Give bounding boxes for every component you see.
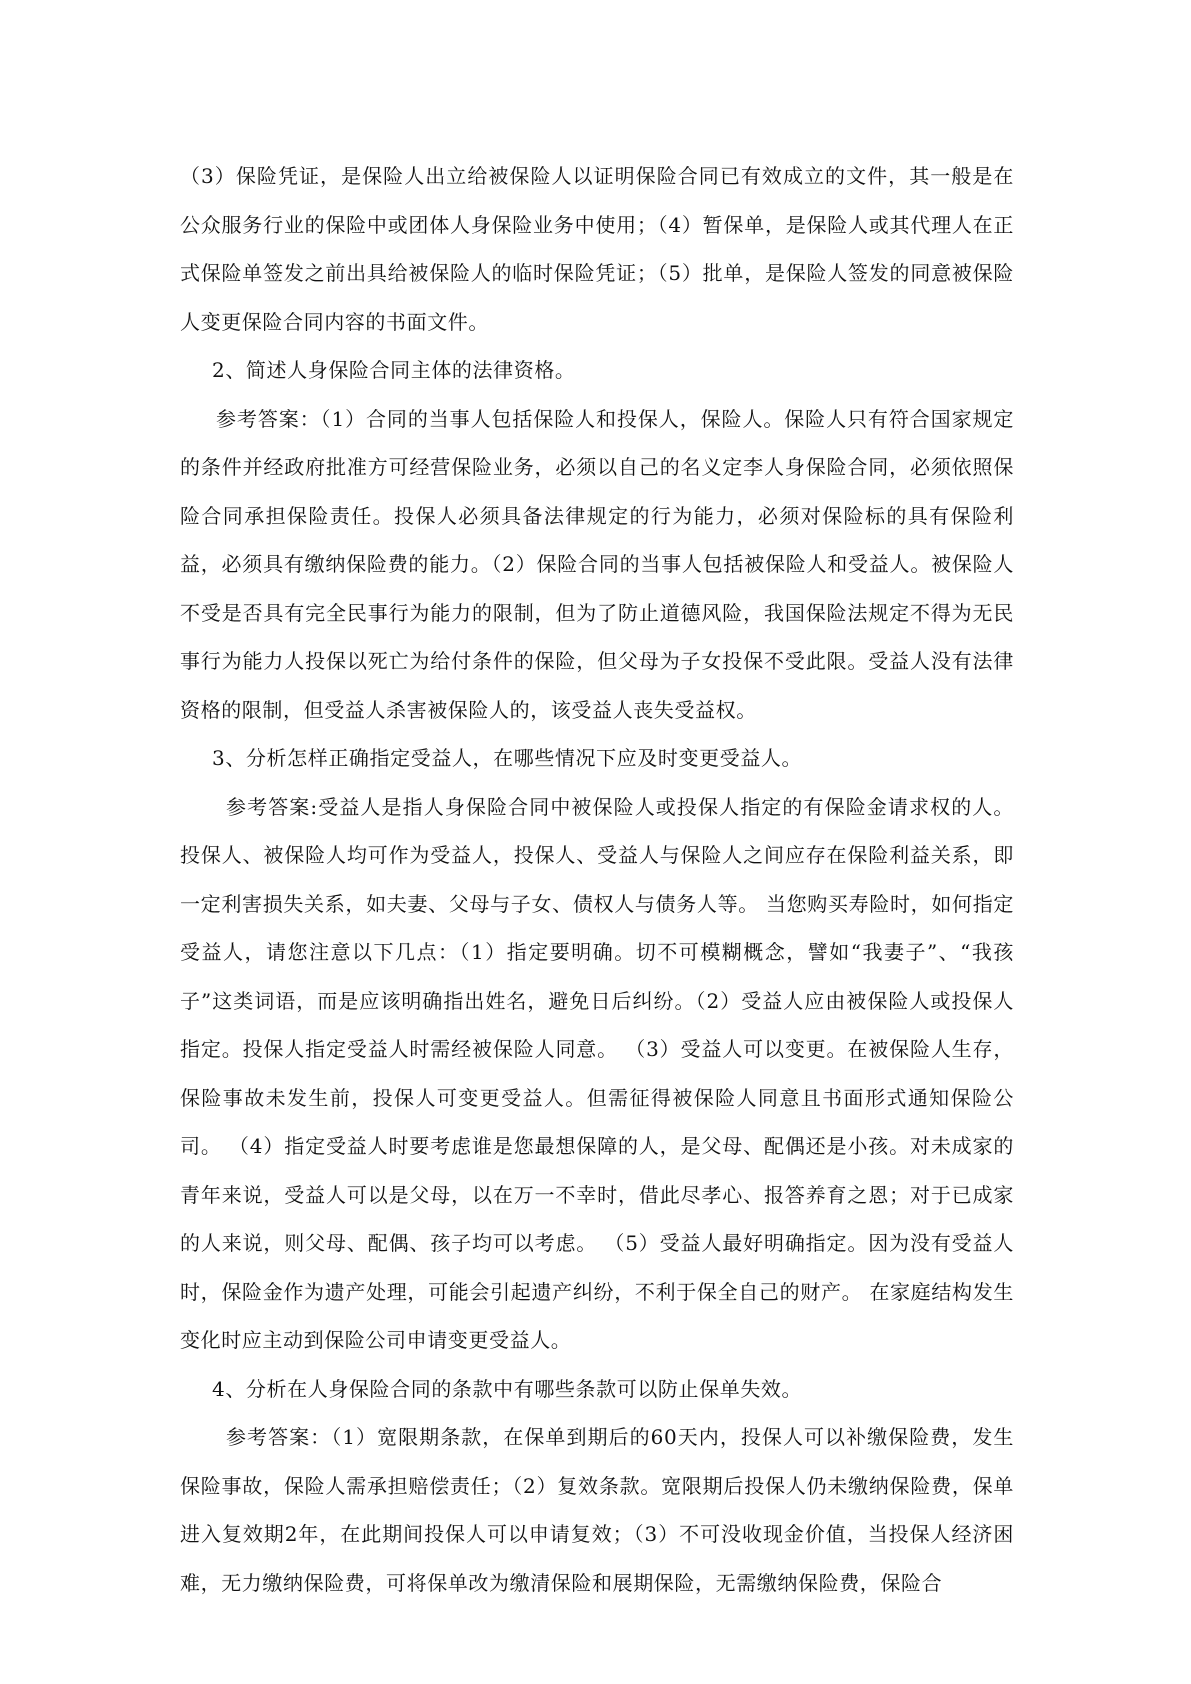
document-body xyxy=(180,152,1014,1607)
answer-4-paragraph: 参考答案：（1）宽限期条款，在保单到期后的60天内，投保人可以补缴保险费，发生保险事故，保险人需承担赔偿责任；（2）复效条款。宽限期后投保人仍未缴纳保险费，保单进入复效期2年，在此期间投保人可以申请复效；（3）不可没收现金价值，当投保人经济困难，无力缴纳保险费，可将保单改为缴清保险和展期保险，无需缴纳保险费，保险合 xyxy=(180,1425,1014,1595)
question-3: 3、分析怎样正确指定受益人，在哪些情况下应及时变更受益人。 xyxy=(212,746,803,770)
answer-2-paragraph: 参考答案：（1）合同的当事人包括保险人和投保人，保险人。保险人只有符合国家规定的条件并经政府批准方可经营保险业务，必须以自己的名义定李人身保险合同，必须依照保险合同承担保险责任。投保人必须具备法律规定的行为能力，必须对保险标的具有保险利益，必须具有缴纳保险费的能力。（2）保险合同的当事人包括被保险人和受益人。被保险人不受是否具有完全民事行为能力的限制，但为了防止道德风险，我国保险法规定不得为无民事行为能力人投保以死亡为给付条件的保险，但父母为子女投保不受此限。受益人没有法律资格的限制，但受益人杀害被保险人的，该受益人丧失受益权。 xyxy=(180,406,1014,722)
question-4: 4、分析在人身保险合同的条款中有哪些条款可以防止保单失效。 xyxy=(212,1376,803,1401)
question-2: 2、简述人身保险合同主体的法律资格。 xyxy=(212,358,576,382)
answer-3-paragraph: 参考答案:受益人是指人身保险合同中被保险人或投保人指定的有保险金请求权的人。投保人、被保险人均可作为受益人，投保人、受益人与保险人之间应存在保险利益关系，即一定利害损失关系，如夫妻、父母与子女、债权人与债务人等。 当您购买寿险时，如何指定受益人，请您注意以下几点：（1）指定要明确。切不可模糊概念，譬如“我妻子”、“我孩子”这类词语，而是应该明确指出姓名，避免日后纠纷。（2）受益人应由被保险人或投保人指定。投保人指定受益人时需经被保险人同意。 （3）受益人可以变更。在被保险人生存，保险事故未发生前，投保人可变更受益人。但需征得被保险人同意且书面形式通知保险公司。 （4）指定受益人时要考虑谁是您最想保障的人，是父母、配偶还是小孩。对未成家的青年来说，受益人可以是父母，以在万一不幸时，借此尽孝心、报答养育之恩；对于已成家的人来说，则父母、配偶、孩子均可以考虑。 （5）受益人最好明确指定。因为没有受益人时，保险金作为遗产处理，可能会引起遗产纠纷，不利于保全自己的财产。 在家庭结构发生变化时应主动到保险公司申请变更受益人。 xyxy=(180,794,1014,1352)
answer-continuation-paragraph: （3）保险凭证，是保险人出立给被保险人以证明保险合同已有效成立的文件，其一般是在公众服务行业的保险中或团体人身保险业务中使用；（4）暂保单，是保险人或其代理人在正式保险单签发之前出具给被保险人的临时保险凭证；（5）批单，是保险人签发的同意被保险人变更保险合同内容的书面文件。 xyxy=(180,164,1014,334)
